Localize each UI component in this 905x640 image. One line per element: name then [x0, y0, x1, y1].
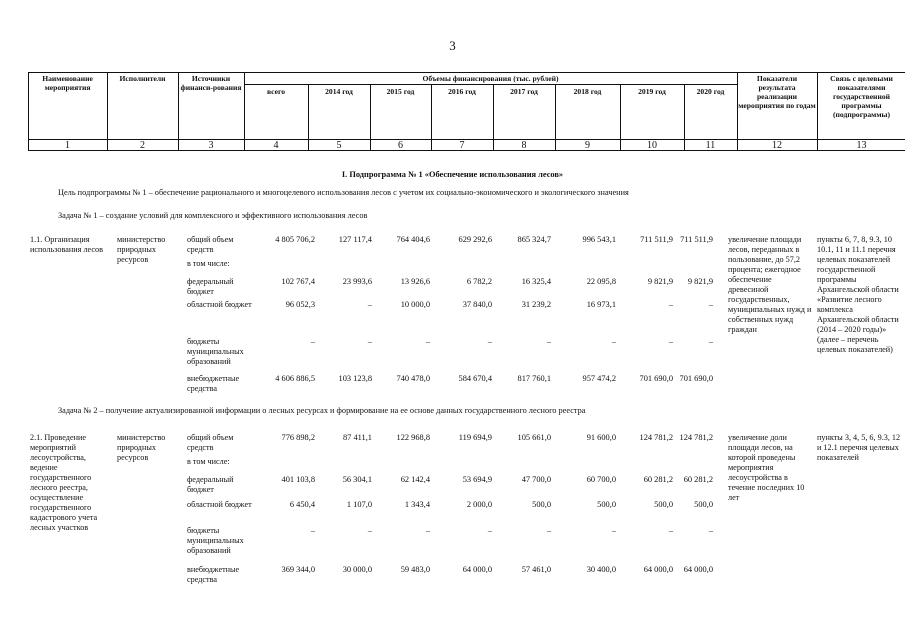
funding-value: 119 694,9 [458, 433, 492, 442]
column-number: 13 [856, 140, 867, 151]
header-col-executors: Исполнители [119, 74, 166, 83]
funding-value: 124 781,2 [639, 433, 673, 442]
header-column-rule [244, 72, 245, 150]
funding-value: 500,0 [532, 500, 551, 509]
header-col-year: 2016 год [448, 87, 476, 96]
funding-value: – [708, 300, 713, 309]
activity-result: увеличение доли площади лесов, на которой проведены мероприятия лесоустройства в течение последних 10 лет [728, 433, 805, 502]
funding-value: 105 661,0 [517, 433, 551, 442]
header-col-sources: Источники финанси-рования [180, 74, 242, 92]
column-number: 9 [585, 140, 590, 151]
funding-value: – [546, 337, 551, 346]
funding-value: 4 805 706,2 [275, 235, 315, 244]
funding-value: 91 600,0 [586, 433, 616, 442]
funding-value: 56 304,1 [342, 475, 372, 484]
funding-value: – [708, 526, 713, 535]
funding-source: в том числе: [187, 457, 230, 466]
funding-value: 127 117,4 [338, 235, 372, 244]
funding-value: 776 898,2 [281, 433, 315, 442]
page-number: 3 [449, 38, 456, 53]
funding-source: областной бюджет [187, 300, 252, 309]
funding-value: 4 606 886,5 [275, 374, 315, 383]
funding-value: 740 478,0 [396, 374, 430, 383]
activity-name: 1.1. Организация использования лесов [30, 235, 103, 254]
column-number: 11 [705, 140, 716, 151]
funding-value: – [425, 526, 430, 535]
funding-value: 957 474,2 [582, 374, 616, 383]
funding-source: общий объем средств [187, 235, 234, 254]
funding-value: 37 840,0 [462, 300, 492, 309]
header-col-year: 2018 год [573, 87, 602, 96]
funding-value: 53 694,9 [462, 475, 492, 484]
header-col-link: Связь с целевыми показателями государственной программы (подпрограммы) [830, 74, 893, 119]
funding-value: 64 000,0 [462, 565, 492, 574]
funding-value: 369 344,0 [281, 565, 315, 574]
funding-value: 23 993,6 [342, 277, 372, 286]
funding-value: – [546, 526, 551, 535]
funding-value: 31 239,2 [521, 300, 551, 309]
funding-value: 9 821,9 [647, 277, 673, 286]
funding-value: 401 103,8 [281, 475, 315, 484]
header-volumes-title: Объемы финансирования (тыс. рублей) [422, 74, 559, 83]
funding-value: 6 782,2 [466, 277, 492, 286]
header-col-year: 2020 год [696, 87, 725, 96]
funding-value: – [367, 337, 372, 346]
funding-source: федеральный бюджет [187, 277, 234, 296]
funding-value: 817 760,1 [517, 374, 551, 383]
funding-source: внебюджетные средства [187, 565, 240, 584]
funding-value: 6 450,4 [289, 500, 315, 509]
funding-value: 711 511,9 [640, 235, 673, 244]
activity-executor: министерство природных ресурсов [117, 235, 166, 264]
header-col-year: 2019 год [638, 87, 666, 96]
funding-source: федеральный бюджет [187, 475, 234, 494]
header-col-year: 2015 год [386, 87, 415, 96]
funding-value: – [367, 300, 372, 309]
column-number: 12 [772, 140, 782, 151]
subprogram-title: I. Подпрограмма № 1 «Обеспечение использования лесов» [341, 170, 564, 179]
funding-value: 60 700,0 [586, 475, 616, 484]
funding-value: 47 700,0 [521, 475, 551, 484]
column-number: 7 [459, 140, 465, 151]
funding-value: 500,0 [597, 500, 616, 509]
funding-value: 30 400,0 [586, 565, 616, 574]
column-number: 6 [398, 140, 403, 151]
funding-value: 124 781,2 [679, 433, 713, 442]
header-col-year: всего [266, 87, 286, 96]
funding-value: 103 123,8 [338, 374, 372, 383]
funding-value: – [487, 337, 492, 346]
header-col-results: Показатели результата реализации мероприятия по годам [738, 74, 816, 110]
funding-value: 701 690,0 [679, 374, 713, 383]
funding-value: – [611, 337, 616, 346]
funding-value: 1 343,4 [404, 500, 430, 509]
activity-name: 2.1. Проведение мероприятий лесоустройства, ведение государственного лесного реестра, осуществление государственного кадастрового учета лесных участков [30, 433, 98, 532]
funding-value: 102 767,4 [281, 277, 315, 286]
header-col-year: 2017 год [510, 87, 538, 96]
column-number: 3 [208, 140, 214, 151]
funding-value: 60 281,2 [683, 475, 713, 484]
funding-value: 500,0 [654, 500, 673, 509]
header-col-year: 2014 год [325, 87, 353, 96]
funding-value: 16 973,1 [586, 300, 616, 309]
funding-source: общий объем средств [187, 433, 234, 452]
task-1: Задача № 1 – создание условий для комплексного и эффективного использования лесов [58, 211, 368, 220]
funding-value: 500,0 [694, 500, 713, 509]
funding-value: – [425, 337, 430, 346]
column-number: 5 [336, 140, 342, 151]
funding-value: – [487, 526, 492, 535]
funding-value: – [310, 526, 315, 535]
activity-link: пункты 6, 7, 8, 9.3, 10 10.1, 11 и 11.1 перечня целевых показателей государственной программы Архангельской области «Развитие лесного комплекса Архангельской области (2014 – 2020 годы)» (далее – перечень целевых показателей) [817, 235, 899, 354]
funding-value: 16 325,4 [521, 277, 551, 286]
funding-source: бюджеты муниципальных образований [187, 526, 244, 555]
header-column-rule [107, 72, 108, 150]
funding-value: 13 926,6 [400, 277, 430, 286]
funding-value: 59 483,0 [400, 565, 430, 574]
funding-value: 629 292,6 [458, 235, 492, 244]
funding-value: 996 543,1 [582, 235, 616, 244]
subprogram-goal: Цель подпрограммы № 1 – обеспечение рационального и многоцелевого использования лесов с учетом их социально-экономического и экологического значения [58, 188, 629, 197]
funding-source: внебюджетные средства [187, 374, 240, 393]
column-number: 8 [521, 140, 527, 151]
column-number: 2 [140, 140, 145, 151]
funding-value: 22 095,8 [586, 277, 616, 286]
funding-value: – [367, 526, 372, 535]
funding-value: – [668, 526, 673, 535]
funding-value: – [310, 337, 315, 346]
funding-value: 9 821,9 [687, 277, 713, 286]
header-col-name: Наименование мероприятия [42, 74, 93, 92]
funding-value: – [668, 337, 673, 346]
funding-source: областной бюджет [187, 500, 252, 509]
funding-source: бюджеты муниципальных образований [187, 337, 244, 366]
funding-value: 122 968,8 [396, 433, 430, 442]
funding-value: 584 670,4 [458, 374, 492, 383]
funding-value: 62 142,4 [400, 475, 430, 484]
header-top-rule [28, 72, 905, 73]
funding-value: 30 000,0 [342, 565, 372, 574]
header-mid-rule [244, 84, 737, 85]
activity-result: увеличение площади лесов, переданных в пользование, до 57,2 процента; ежегодное обеспечение древесиной государственных, муниципальных нужд и собственных нужд граждан [728, 235, 812, 334]
funding-value: 2 000,0 [466, 500, 492, 509]
funding-value: 60 281,2 [643, 475, 673, 484]
funding-source: в том числе: [187, 259, 230, 268]
activity-link: пункты 3, 4, 5, 6, 9.3, 12 и 12.1 перечня целевых показателей [817, 433, 901, 462]
funding-value: – [611, 526, 616, 535]
funding-value: 87 411,1 [342, 433, 372, 442]
task-2: Задача № 2 – получение актуализированной информации о лесных ресурсах и формирование на ее основе данных государственного лесного реестра [58, 406, 586, 415]
funding-value: 1 107,0 [346, 500, 372, 509]
funding-value: 64 000,0 [683, 565, 713, 574]
funding-value: 96 052,3 [285, 300, 315, 309]
funding-value: 711 511,9 [680, 235, 713, 244]
funding-value: 57 461,0 [521, 565, 551, 574]
column-number: 1 [65, 140, 70, 151]
funding-value: 64 000,0 [643, 565, 673, 574]
funding-value: 10 000,0 [400, 300, 430, 309]
funding-value: 764 404,6 [396, 235, 430, 244]
funding-value: 865 324,7 [517, 235, 551, 244]
funding-value: – [668, 300, 673, 309]
funding-value: 701 690,0 [639, 374, 673, 383]
funding-value: – [708, 337, 713, 346]
activity-executor: министерство природных ресурсов [117, 433, 166, 462]
column-number: 10 [647, 140, 657, 151]
column-number: 4 [273, 140, 279, 151]
